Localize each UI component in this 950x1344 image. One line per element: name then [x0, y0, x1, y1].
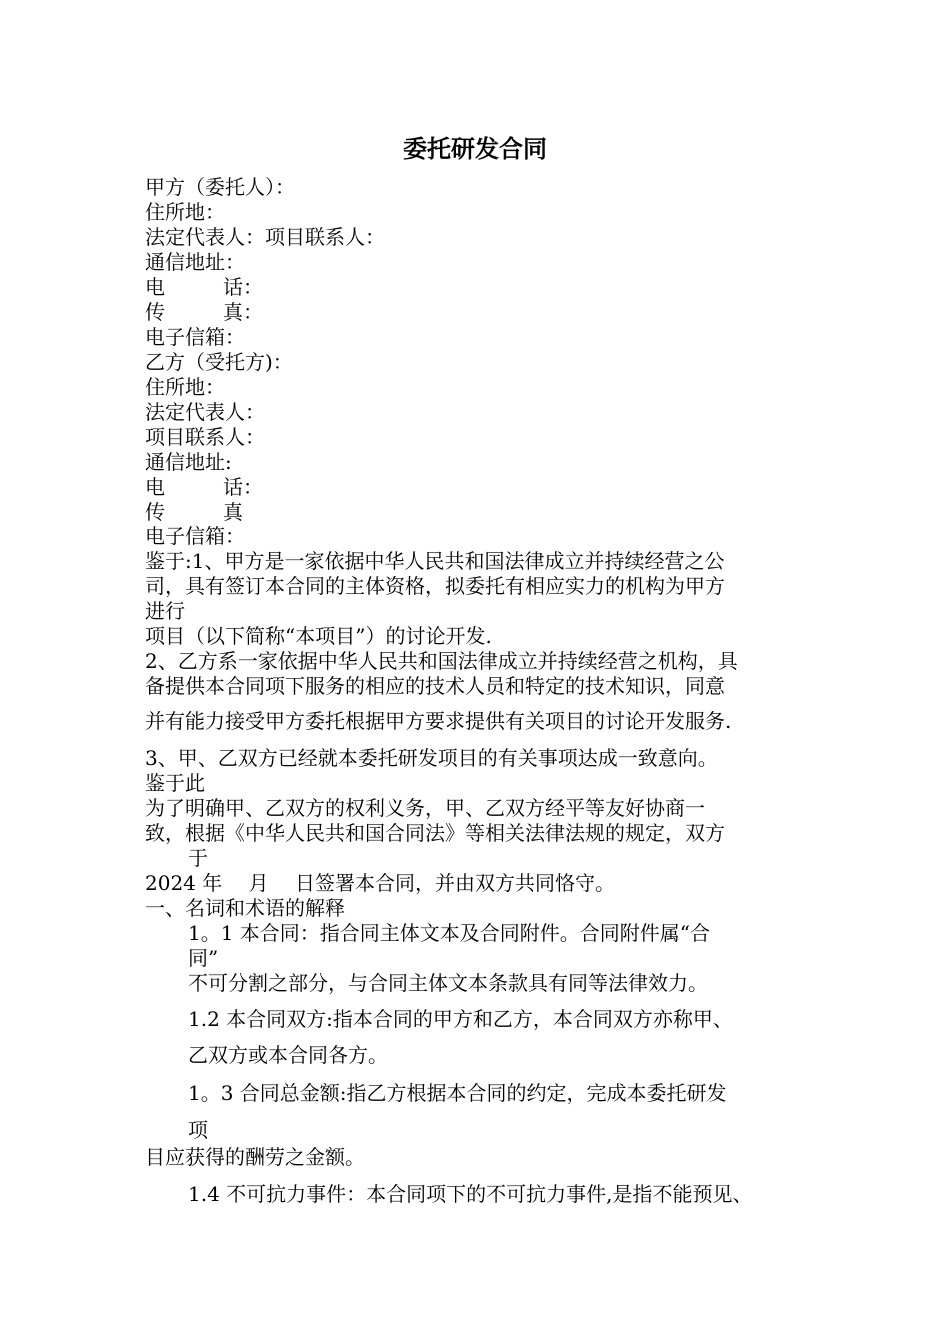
clause-1-1-line-2: 同”	[188, 946, 219, 970]
party-a-fax	[145, 300, 263, 325]
whereas-line: 鉴于此	[145, 771, 205, 795]
clause-1-3-line-1: 1。3 合同总金额:指乙方根据本合同的约定，完成本委托研发	[188, 1081, 727, 1105]
party-a-legal-rep-contact: 法定代表人：项目联系人：	[145, 225, 385, 249]
party-a-phone	[145, 275, 263, 300]
clause-1-1-line-1: 1。1 本合同：指合同主体文本及合同附件。合同附件属“合	[188, 921, 711, 945]
party-b-address: 住所地：	[145, 375, 225, 399]
document-title: 委托研发合同	[403, 135, 547, 163]
purpose-line-1: 为了明确甲、乙双方的权利义务，甲、乙双方经平等友好协商一	[145, 796, 705, 820]
party-b-email: 电子信箱：	[145, 524, 245, 548]
party-b-phone-char1: 电	[145, 475, 165, 499]
party-a-address: 住所地：	[145, 200, 225, 224]
party-a-label: 甲方（委托人）：	[145, 175, 295, 199]
clause-1-3-line-3: 目应获得的酬劳之金额。	[145, 1145, 365, 1169]
party-a-fax-char2: 真：	[223, 300, 263, 324]
clause-1-2-line-2: 乙双方或本合同各方。	[188, 1043, 388, 1067]
party-b-phone-char2: 话：	[223, 475, 263, 499]
party-b-phone	[145, 475, 263, 500]
signing-date-line: 2024 年 月 日签署本合同，并由双方共同恪守。	[145, 871, 615, 895]
recital-1-line-4: 项目（以下简称“本项目”）的讨论开发.	[145, 624, 492, 648]
party-a-phone-char1: 电	[145, 275, 165, 299]
party-b-contact: 项目联系人：	[145, 425, 265, 449]
party-b-legal-rep: 法定代表人：	[145, 400, 265, 424]
recital-2-line-3: 并有能力接受甲方委托根据甲方要求提供有关项目的讨论开发服务.	[145, 709, 732, 733]
party-b-fax-char2: 真	[223, 500, 243, 524]
purpose-line-3: 于	[188, 846, 208, 870]
party-b-mail-address: 通信地址:	[145, 450, 232, 474]
purpose-line-2: 致，根据《中华人民共和国合同法》等相关法律法规的规定，双方	[145, 821, 725, 845]
section-1-heading: 一、名词和术语的解释	[145, 896, 345, 920]
party-a-mail-address: 通信地址：	[145, 250, 245, 274]
recital-1-line-3: 进行	[145, 599, 185, 623]
clause-1-4-line-1: 1.4 不可抗力事件：本合同项下的不可抗力事件,是指不能预见、	[188, 1182, 753, 1206]
clause-1-2-line-1: 1.2 本合同双方:指本合同的甲方和乙方，本合同双方亦称甲、	[188, 1007, 733, 1031]
party-a-fax-char1: 传	[145, 300, 165, 324]
recital-3-line-1: 3、甲、乙双方已经就本委托研发项目的有关事项达成一致意向。	[145, 746, 718, 770]
party-b-label: 乙方（受托方)：	[145, 350, 293, 374]
party-b-fax-char1: 传	[145, 500, 165, 524]
recital-1-line-2: 司，具有签订本合同的主体资格，拟委托有相应实力的机构为甲方	[145, 574, 725, 598]
recital-1-line-1: 鉴于:1、甲方是一家依据中华人民共和国法律成立并持续经营之公	[145, 549, 725, 573]
party-a-phone-char2: 话：	[223, 275, 263, 299]
party-b-fax	[145, 500, 243, 525]
recital-2-line-1: 2、乙方系一家依据中华人民共和国法律成立并持续经营之机构，具	[145, 649, 738, 673]
recital-2-line-2: 备提供本合同项下服务的相应的技术人员和特定的技术知识，同意	[145, 674, 725, 698]
clause-1-3-line-2: 项	[188, 1118, 208, 1142]
party-a-email: 电子信箱：	[145, 325, 245, 349]
clause-1-1-line-3: 不可分割之部分，与合同主体文本条款具有同等法律效力。	[188, 971, 708, 995]
